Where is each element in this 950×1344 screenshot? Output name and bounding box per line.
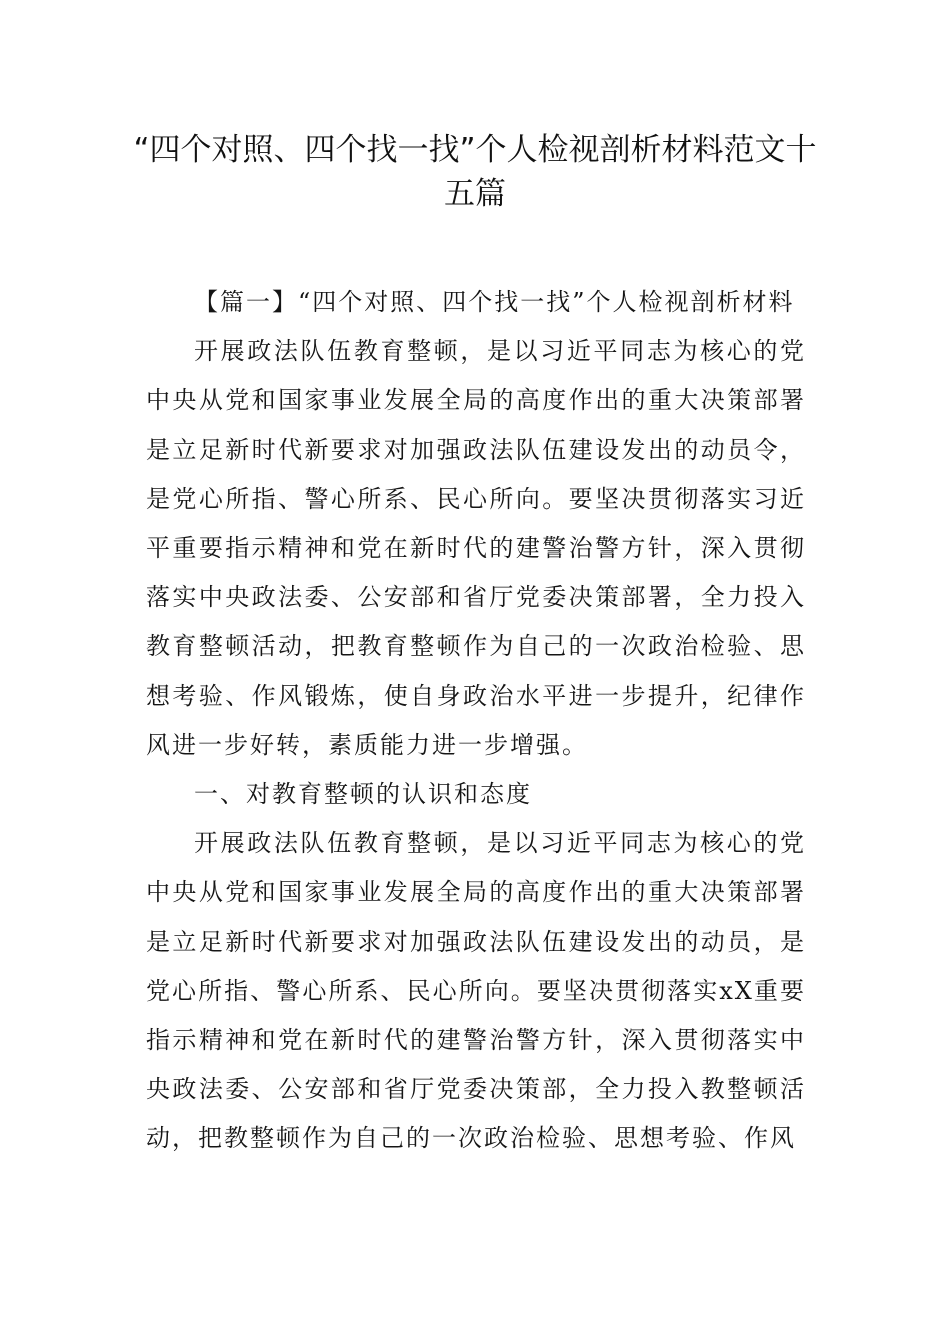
paragraph-subheading: 一、对教育整顿的认识和态度: [194, 780, 532, 809]
document-body: [146, 278, 806, 1164]
paragraph-intro: 开展政法队伍教育整顿，是以习近平同志为核心的党中央从党和国家事业发展全局的高度作出的重大决策部署是立足新时代新要求对加强政法队伍建设发出的动员令，是党心所指、警心所系、民心所向。要坚决贯彻落实习近平重要指示精神和党在新时代的建警治警方针，深入贯彻落实中央政法委、公安部和省厅党委决策部署，全力投入教育整顿活动，把教育整顿作为自己的一次政治检验、思想考验、作风锻炼，使自身政治水平进一步提升，纪律作风进一步好转，素质能力进一步增强。: [146, 337, 806, 759]
paragraph-section-heading: 【篇一】“四个对照、四个找一找”个人检视剖析材料: [194, 288, 795, 316]
paragraph-body: 开展政法队伍教育整顿，是以习近平同志为核心的党中央从党和国家事业发展全局的高度作出的重大决策部署是立足新时代新要求对加强政法队伍建设发出的动员，是党心所指、警心所系、民心所向。要坚决贯彻落实xX重要指示精神和党在新时代的建警治警方针，深入贯彻落实中央政法委、公安部和省厅党委决策部，全力投入教整顿活动，把教整顿作为自己的一次政治检验、思想考验、作风: [146, 829, 806, 1153]
document-title: “四个对照、四个找一找”个人检视剖析材料范文十五篇: [133, 132, 817, 212]
